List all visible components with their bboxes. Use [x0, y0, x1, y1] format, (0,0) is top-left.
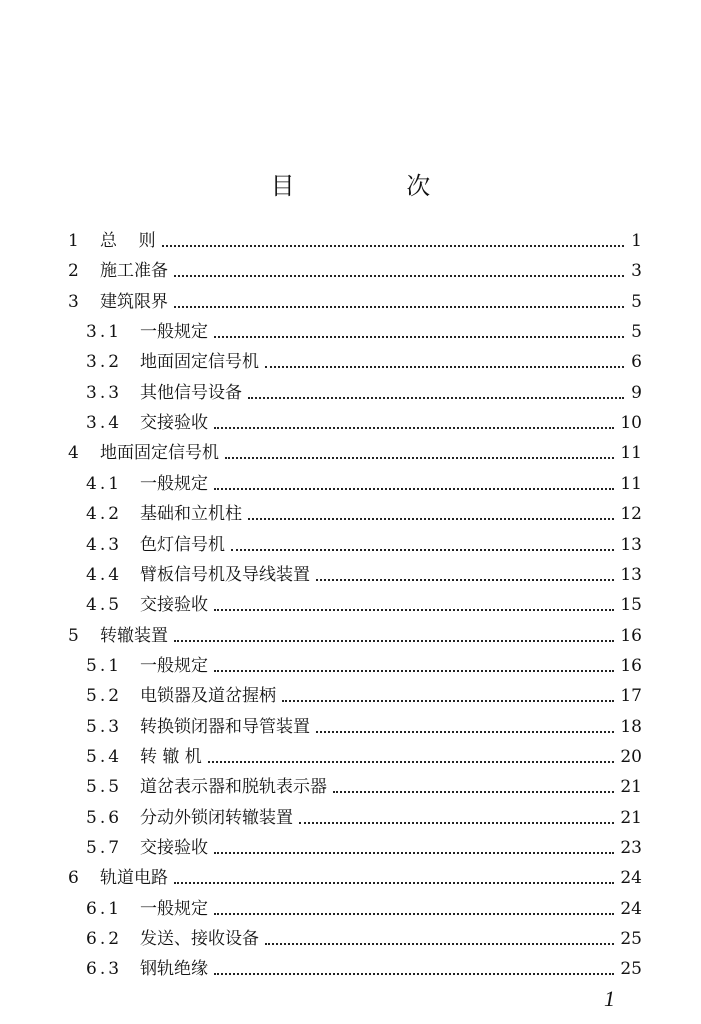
- dot-leader: [265, 943, 614, 945]
- dot-leader: [299, 822, 614, 824]
- dot-leader: [265, 366, 624, 368]
- toc-entry-number: 4.2: [86, 504, 123, 524]
- toc-entry-number: 5.4: [86, 747, 123, 767]
- dot-leader: [208, 761, 615, 763]
- dot-leader: [174, 640, 614, 642]
- toc-entry-page: 21: [620, 808, 642, 828]
- toc-entry-number: 4.4: [86, 565, 123, 585]
- toc-entry: [86, 317, 642, 343]
- toc-entry-page: 17: [620, 686, 642, 706]
- toc-entry-title: 一般规定: [140, 474, 208, 494]
- toc-entry-title: 地面固定信号机: [140, 352, 259, 372]
- toc-entry-title: 基础和立机柱: [140, 504, 242, 524]
- toc-entry: [68, 256, 642, 282]
- toc-entry-title: 交接验收: [140, 838, 208, 858]
- toc-entry-page: 25: [620, 929, 642, 949]
- toc-entry: [68, 438, 642, 464]
- dot-leader: [162, 245, 624, 247]
- toc-entry-page: 5: [631, 322, 642, 342]
- toc-entry-page: 20: [620, 747, 642, 767]
- toc-entry-page: 9: [631, 383, 642, 403]
- toc-entry-number: 5.3: [86, 717, 123, 737]
- toc-entry: [86, 378, 642, 404]
- toc-entry-number: 3.3: [86, 383, 123, 403]
- toc-entry: [86, 772, 642, 798]
- toc-entry: [86, 894, 642, 920]
- dot-leader: [214, 336, 624, 338]
- toc-entry-page: 18: [620, 717, 642, 737]
- toc-entry-page: 11: [620, 474, 642, 494]
- toc-entry-title: 一般规定: [140, 656, 208, 676]
- toc-entry: [86, 469, 642, 495]
- toc-entry: [86, 742, 642, 768]
- toc-entry-number: 4.1: [86, 474, 123, 494]
- toc-entry-title: 总 则: [100, 231, 156, 251]
- toc-entry-number: 5.1: [86, 656, 123, 676]
- toc-entry-title: 建筑限界: [100, 292, 168, 312]
- toc-entry-number: 3.2: [86, 352, 123, 372]
- toc-entry-number: 5: [68, 626, 79, 646]
- toc-entry: [86, 924, 642, 950]
- dot-leader: [225, 457, 614, 459]
- toc-entry-number: 3: [68, 292, 79, 312]
- toc-entry-page: 3: [631, 261, 642, 281]
- dot-leader: [174, 275, 624, 277]
- toc-entry: [86, 590, 642, 616]
- toc-entry: [86, 499, 642, 525]
- toc-entry-title: 电锁器及道岔握柄: [140, 686, 276, 706]
- toc-entry-number: 4: [68, 443, 79, 463]
- toc-entry-number: 5.7: [86, 838, 123, 858]
- toc-entry: [68, 226, 642, 252]
- toc-entry-title: 交接验收: [140, 413, 208, 433]
- toc-entry-page: 15: [620, 595, 642, 615]
- toc-entry-page: 12: [620, 504, 642, 524]
- toc-entry-title: 交接验收: [140, 595, 208, 615]
- toc-entry: [86, 803, 642, 829]
- toc-entry-page: 23: [620, 838, 642, 858]
- toc-entry-page: 16: [620, 626, 642, 646]
- dot-leader: [174, 306, 624, 308]
- toc-entry-number: 4.3: [86, 535, 123, 555]
- dot-leader: [214, 488, 614, 490]
- toc-entry: [86, 560, 642, 586]
- dot-leader: [231, 549, 614, 551]
- dot-leader: [214, 913, 614, 915]
- toc-entry-number: 5.2: [86, 686, 123, 706]
- toc-entry-page: 13: [620, 565, 642, 585]
- toc-entry: [86, 681, 642, 707]
- toc-entry-page: 11: [620, 443, 642, 463]
- toc-entry: [86, 408, 642, 434]
- toc-entry-title: 臂板信号机及导线装置: [140, 565, 310, 585]
- toc-entry: [86, 954, 642, 980]
- dot-leader: [214, 670, 614, 672]
- toc-entry-title: 色灯信号机: [140, 535, 225, 555]
- toc-entry-title: 转换锁闭器和导管装置: [140, 717, 310, 737]
- dot-leader: [214, 427, 614, 429]
- toc-entry-number: 4.5: [86, 595, 123, 615]
- toc-entry-page: 25: [620, 959, 642, 979]
- toc-entry-page: 21: [620, 777, 642, 797]
- toc-entry-page: 13: [620, 535, 642, 555]
- toc-entry-title: 一般规定: [140, 899, 208, 919]
- toc-entry-number: 3.4: [86, 413, 123, 433]
- page-title: 目 次: [270, 172, 483, 200]
- toc-entry: [86, 347, 642, 373]
- dot-leader: [248, 518, 614, 520]
- toc-entry-title: 道岔表示器和脱轨表示器: [140, 777, 327, 797]
- toc-entry-title: 转辙装置: [100, 626, 168, 646]
- toc-entry: [68, 621, 642, 647]
- dot-leader: [282, 700, 614, 702]
- toc-entry: [86, 712, 642, 738]
- toc-entry: [86, 530, 642, 556]
- toc-entry-title: 分动外锁闭转辙装置: [140, 808, 293, 828]
- toc-entry-page: 1: [631, 231, 642, 251]
- toc-entry-title: 地面固定信号机: [100, 443, 219, 463]
- toc-entry-title: 其他信号设备: [140, 383, 242, 403]
- toc-entry: [68, 287, 642, 313]
- dot-leader: [174, 882, 614, 884]
- toc-entry-title: 钢轨绝缘: [140, 959, 208, 979]
- toc-entry: [86, 833, 642, 859]
- toc-entry-page: 24: [620, 899, 642, 919]
- toc-entry-title: 施工准备: [100, 261, 168, 281]
- dot-leader: [333, 791, 614, 793]
- dot-leader: [214, 609, 614, 611]
- toc-entry-number: 6.3: [86, 959, 123, 979]
- dot-leader: [316, 731, 614, 733]
- toc-entry-title: 发送、接收设备: [140, 929, 259, 949]
- dot-leader: [248, 397, 624, 399]
- toc-entry-number: 6.1: [86, 899, 123, 919]
- dot-leader: [316, 579, 614, 581]
- toc-entry: [86, 651, 642, 677]
- toc-entry-page: 10: [620, 413, 642, 433]
- toc-entry-number: 6: [68, 868, 79, 888]
- toc-entry-number: 1: [68, 231, 79, 251]
- toc-entry-number: 2: [68, 261, 79, 281]
- toc-entry-page: 24: [620, 868, 642, 888]
- dot-leader: [214, 973, 614, 975]
- toc-entry-page: 16: [620, 656, 642, 676]
- toc-entry-title: 一般规定: [140, 322, 208, 342]
- toc-entry: [68, 863, 642, 889]
- toc-entry-number: 3.1: [86, 322, 123, 342]
- page-number: 1: [604, 986, 615, 1011]
- toc-entry-title: 转 辙 机: [140, 747, 202, 767]
- toc-entry-page: 5: [631, 292, 642, 312]
- toc-entry-number: 5.6: [86, 808, 123, 828]
- dot-leader: [214, 852, 614, 854]
- toc-entry-number: 5.5: [86, 777, 123, 797]
- toc-entry-number: 6.2: [86, 929, 123, 949]
- toc-entry-title: 轨道电路: [100, 868, 168, 888]
- toc-entry-page: 6: [631, 352, 642, 372]
